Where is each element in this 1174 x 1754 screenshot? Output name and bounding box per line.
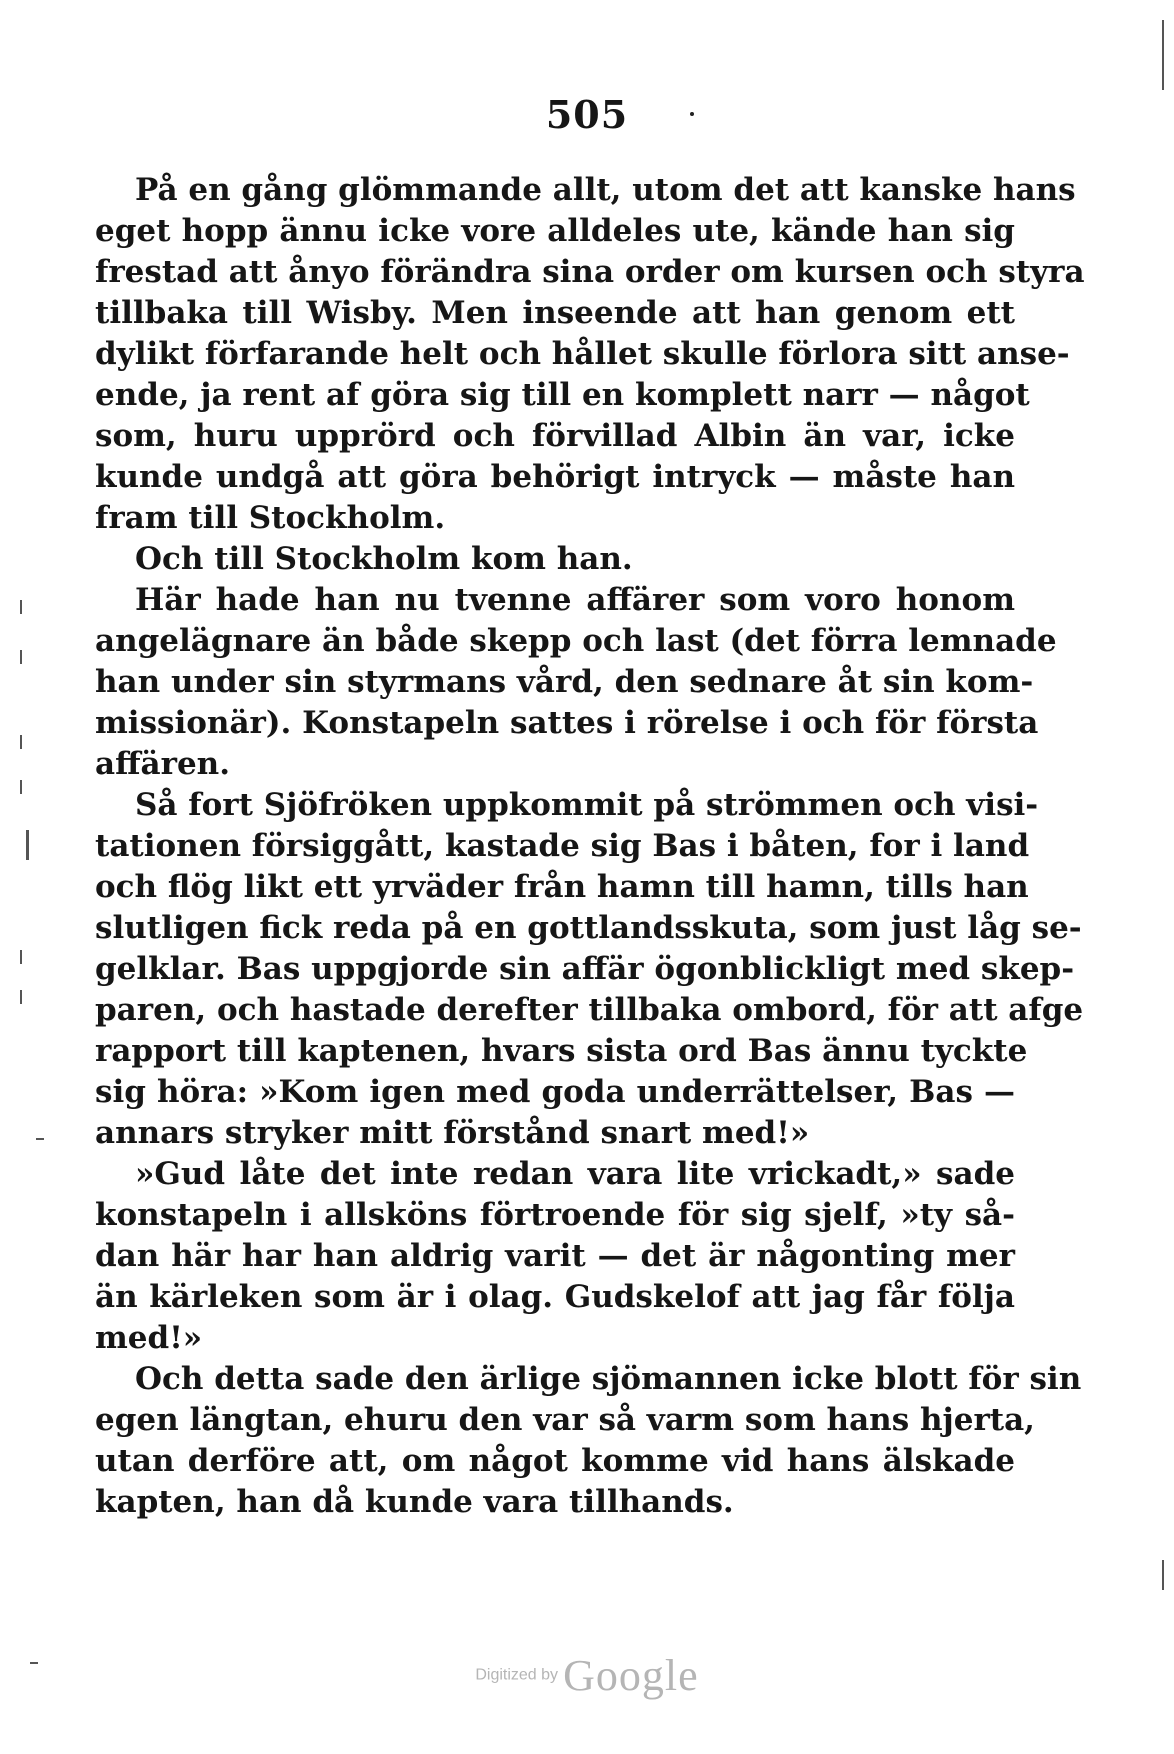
text-line: konstapeln i allsköns förtroende för sig sjelf, »ty så- [95, 1197, 1015, 1233]
page-number-dot [690, 112, 694, 116]
text-line: utan derföre att, om något komme vid hans älskade [95, 1443, 1015, 1479]
text-line: han under sin styrmans vård, den sednare åt sin kom- [95, 664, 1034, 700]
text-line: tationen försiggått, kastade sig Bas i båten, for i land [95, 828, 1030, 864]
text-line: tillbaka till Wisby. Men inseende att han genom ett [95, 295, 1015, 331]
text-line: slutligen fick reda på en gottlandsskuta, som just låg se- [95, 910, 1082, 946]
margin-mark [36, 1138, 44, 1140]
margin-mark [1162, 1560, 1164, 1590]
margin-mark [20, 990, 22, 1004]
text-line: sig höra: »Kom igen med goda underrättelser, Bas — [95, 1074, 1015, 1110]
text-line: angelägnare än både skepp och last (det förra lemnade [95, 623, 1057, 659]
watermark-brand: Google [563, 1651, 699, 1700]
text-line: ende, ja rent af göra sig till en komplett narr — något [95, 377, 1030, 413]
text-line: Och till Stockholm kom han. [135, 541, 633, 577]
margin-mark [20, 950, 22, 964]
text-line: frestad att ånyo förändra sina order om kursen och styra [95, 254, 1085, 290]
margin-mark [1162, 20, 1164, 90]
margin-mark [20, 650, 22, 664]
text-line: och flög likt ett yrväder från hamn till hamn, tills han [95, 869, 1029, 905]
text-line: med!» [95, 1320, 203, 1356]
text-line: »Gud låte det inte redan vara lite vrickadt,» sade [135, 1156, 1015, 1192]
text-line: kunde undgå att göra behörigt intryck — måste han [95, 459, 1015, 495]
text-line: egen längtan, ehuru den var så varm som hans hjerta, [95, 1402, 1035, 1438]
text-line: På en gång glömmande allt, utom det att kanske hans [135, 172, 1076, 208]
text-line: än kärleken som är i olag. Gudskelof att jag får följa [95, 1279, 1015, 1315]
text-line: missionär). Konstapeln sattes i rörelse i och för första [95, 705, 1039, 741]
margin-mark [20, 600, 22, 614]
text-line: som, huru upprörd och förvillad Albin än var, icke [95, 418, 1015, 454]
text-line: gelklar. Bas uppgjorde sin affär ögonblickligt med skep- [95, 951, 1075, 987]
text-line: paren, och hastade derefter tillbaka ombord, för att afge [95, 992, 1084, 1028]
text-line: kapten, han då kunde vara tillhands. [95, 1484, 734, 1520]
page-number: 505 [545, 92, 629, 137]
margin-mark [26, 830, 29, 860]
text-line: dan här har han aldrig varit — det är någonting mer [95, 1238, 1015, 1274]
text-line: dylikt förfarande helt och hållet skulle förlora sitt anse- [95, 336, 1070, 372]
margin-mark [20, 735, 22, 749]
text-line: Så fort Sjöfröken uppkommit på strömmen och visi- [135, 787, 1039, 823]
watermark-prefix: Digitized by [475, 1666, 559, 1684]
margin-mark [20, 780, 22, 794]
text-line: fram till Stockholm. [95, 500, 446, 536]
text-line: Här hade han nu tvenne affärer som voro honom [135, 582, 1015, 618]
text-line: affären. [95, 746, 231, 782]
text-block [95, 170, 1085, 1523]
text-line: rapport till kaptenen, hvars sista ord Bas ännu tyckte [95, 1033, 1028, 1069]
text-line: annars stryker mitt förstånd snart med!» [95, 1115, 810, 1151]
digitized-watermark [0, 1650, 1174, 1701]
text-line: eget hopp ännu icke vore alldeles ute, kände han sig [95, 213, 1015, 249]
text-line: Och detta sade den ärlige sjömannen icke blott för sin [135, 1361, 1082, 1397]
